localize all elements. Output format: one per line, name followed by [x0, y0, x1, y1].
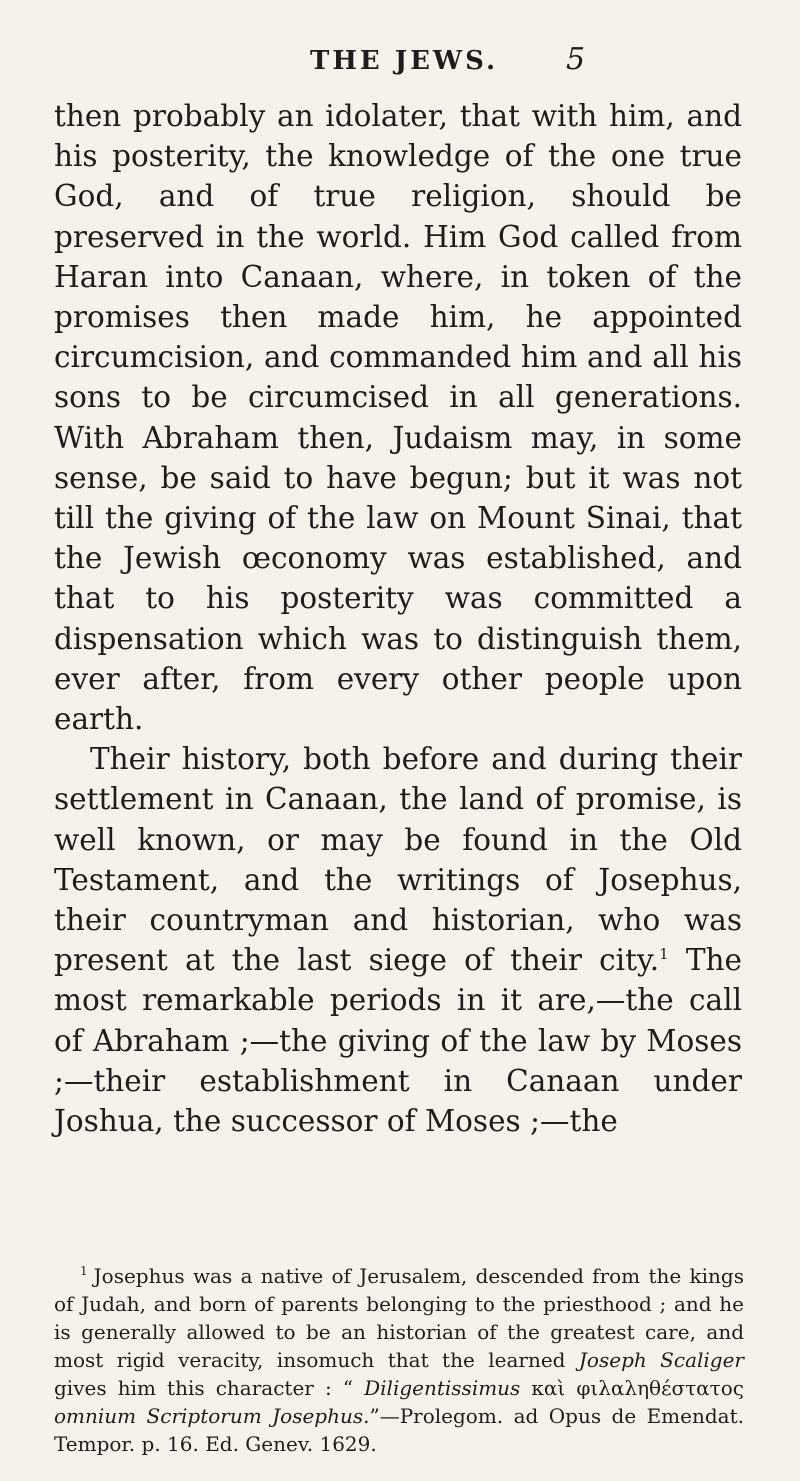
main-text [54, 96, 742, 1141]
paragraph-1: then probably an idolater, that with him, and his posterity, the knowledge of the one true God, and of true religion, should be preserved in the world. Him God called from Haran into Canaan, where, in token of the promises then made him, he appointed circumcision, and commanded him and all his sons to be circumcised in all generations. With Abraham then, Judaism may, in some sense, be said to have begun; but it was not till the giving of the law on Mount Sinai, that the Jewish œconomy was established, and that to his posterity was committed a dispensation which was to distinguish them, ever after, from every other people upon earth. [54, 99, 742, 737]
paragraph-2-text-b: The most remarkable periods in it are,—the call of Abraham ;—the giving of the law by Moses ;—their establishment in Canaan under Joshua, the successor of Moses ;—the [54, 943, 742, 1139]
paragraph-2 [54, 739, 742, 1141]
running-head: THE JEWS. [310, 46, 499, 76]
footnote-text-2: gives him this character : “ [54, 1376, 365, 1400]
footnote-greek: καὶ φιλαληθέστατος [520, 1376, 744, 1400]
paragraph-2-text-a: Their history, both before and during their settlement in Canaan, the land of promise, is well known, or may be found in the Old Testament, and the writings of Josephus, their countryman and historian, who was present at the last siege of their city. [54, 742, 742, 978]
page-header [0, 42, 800, 86]
footnote-scaliger: Joseph Scaliger [578, 1348, 744, 1372]
page-number: 5 [566, 42, 586, 77]
footnote-quote-1: Diligentissimus [364, 1376, 521, 1400]
footnote-text-1: Josephus was a native of Jerusalem, descended from the kings of Judah, and born of parents belonging to the priesthood ; and he is generally allowed to be an historian of the greatest care, and most rigid veracity, insomuch that the learned [54, 1264, 744, 1372]
footnote-text-3: ”—Prolegom. ad Opus de Emendat. Tempor. p. 16. Ed. Genev. 1629. [54, 1404, 744, 1456]
footnote-quote-2: omnium Scriptorum Josephus. [54, 1404, 370, 1428]
footnote [54, 1262, 744, 1458]
footnote-reference: 1 [659, 945, 669, 964]
footnote-mark: 1 [80, 1264, 88, 1279]
